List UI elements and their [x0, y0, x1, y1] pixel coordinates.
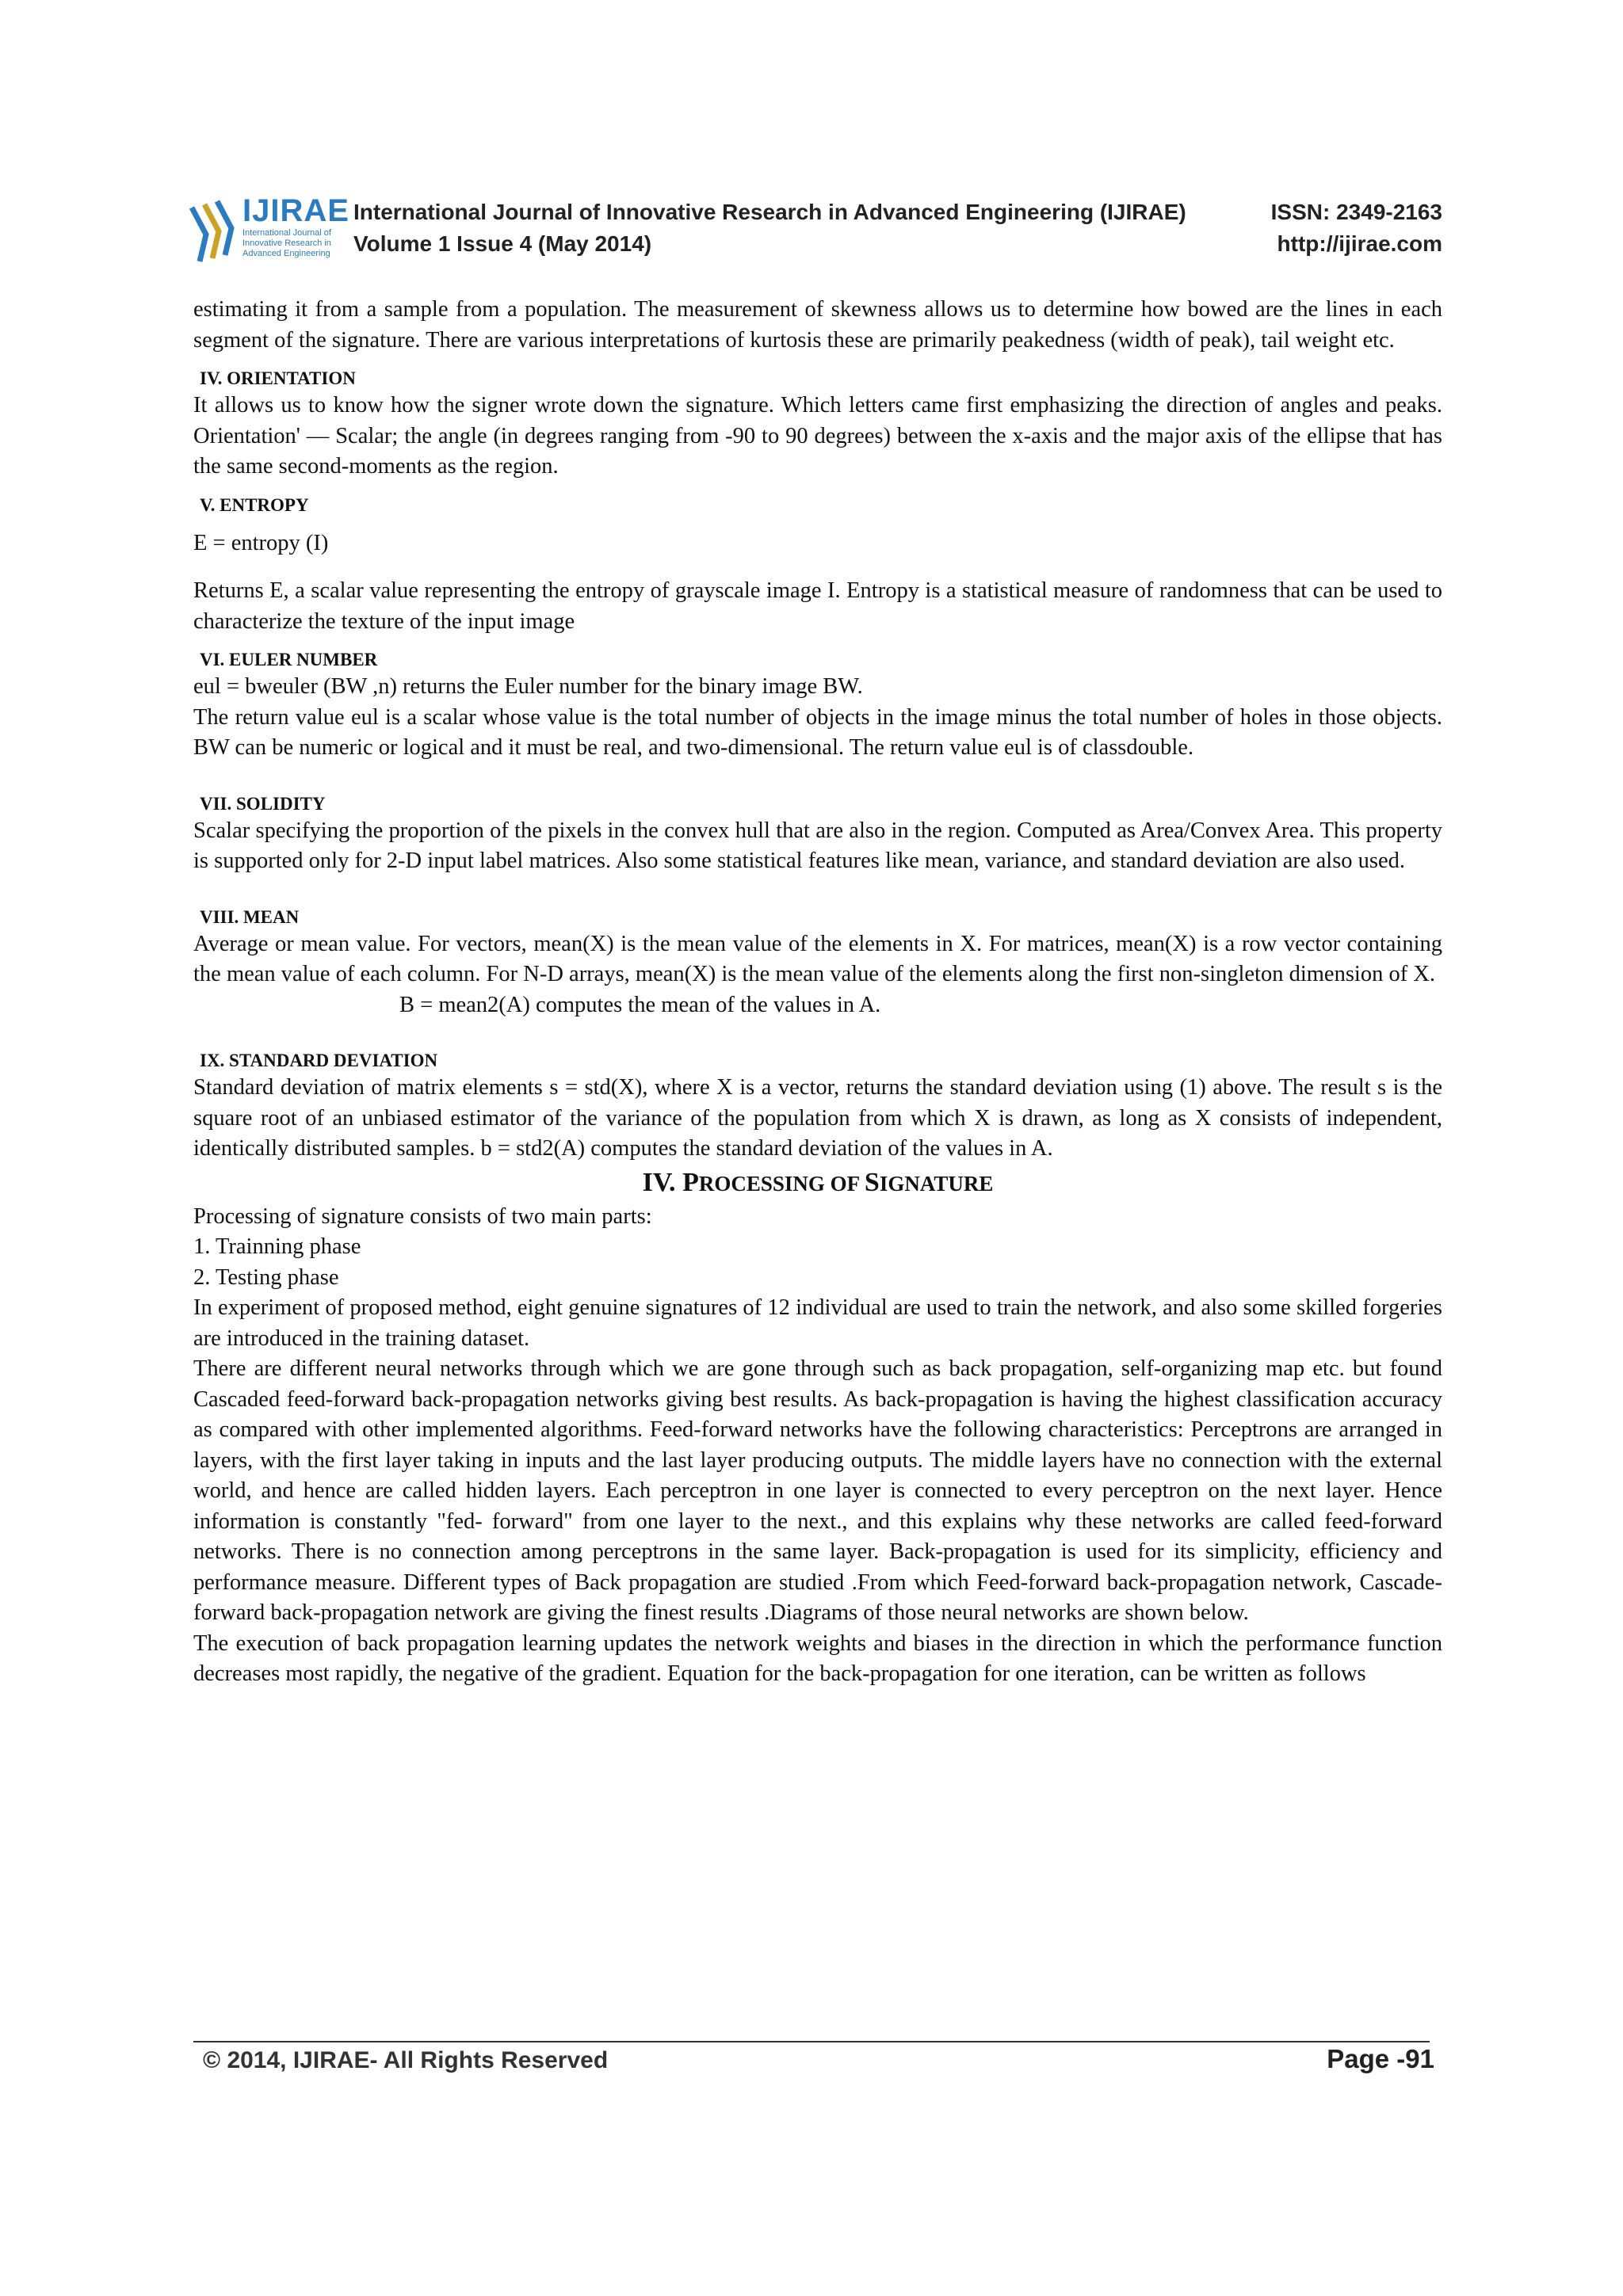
journal-logo: [187, 193, 349, 269]
heading-standard-deviation: IX. STANDARD DEVIATION: [200, 1051, 438, 1070]
training-phase-item: 1. Trainning phase: [193, 1234, 361, 1259]
footer-divider: [193, 2041, 1430, 2042]
footer-copyright: © 2014, IJIRAE- All Rights Reserved: [203, 2047, 609, 2073]
logo-title: IJIRAE: [242, 193, 349, 228]
heading-entropy: V. ENTROPY: [200, 494, 309, 515]
journal-name: International Journal of Innovative Research in Advanced Engineering (IJIRAE): [353, 200, 1186, 224]
solidity-paragraph: Scalar specifying the proportion of the pixels in the convex hull that are also in the region. Computed as Area/Convex Area. This property is supported only for 2-D input label matrices. Also some statistical features like mean, variance, and standard deviation are also used.: [193, 818, 1442, 873]
heading-solidity: VII. SOLIDITY: [200, 793, 326, 814]
page-number: Page -91: [1327, 2044, 1434, 2073]
mean2-equation: B = mean2(A) computes the mean of the values in A.: [399, 992, 881, 1017]
processing-intro: Processing of signature consists of two main parts:: [193, 1203, 652, 1229]
header-left: [353, 196, 1186, 260]
journal-issn: ISSN: 2349-2163: [1270, 200, 1442, 224]
entropy-equation: E = entropy (I): [193, 530, 329, 555]
euler-paragraph: The return value eul is a scalar whose value is the total number of objects in the image minus the total number of holes in those objects. BW can be numeric or logical and it must be real, and two-dimensional. The return value eul is of classdouble.: [193, 704, 1442, 760]
journal-volume: Volume 1 Issue 4 (May 2014): [353, 231, 652, 256]
heading-mean: VIII. MEAN: [200, 906, 300, 927]
logo-subtitle: International Journal of Innovative Research in Advanced Engineering: [242, 228, 331, 258]
heading-orientation: IV. ORIENTATION: [200, 368, 356, 388]
experiment-paragraph: In experiment of proposed method, eight genuine signatures of 12 individual are used to train the network, and also some skilled forgeries are introduced in the training dataset.: [193, 1295, 1442, 1351]
intro-paragraph: estimating it from a sample from a population. The measurement of skewness allows us to determine how bowed are the lines in each segment of the signature. There are various interpretations of kurtosis these are primarily peakedness (width of peak), tail weight etc.: [193, 297, 1442, 353]
backprop-paragraph: The execution of back propagation learning updates the network weights and biases in the direction in which the performance function decreases most rapidly, the negative of the gradient. Equation for the back-propagation for one iteration, can be written as follows: [193, 1630, 1442, 1686]
neural-networks-paragraph: There are different neural networks through which we are gone through such as back propagation, self-organizing map etc. but found Cascaded feed-forward back-propagation networks giving best results. As back-propagation is having the highest classification accuracy as compared with other implemented algorithms. Feed-forward networks have the following characteristics: Perceptrons are arranged in layers, with the first layer taking in inputs and the last layer producing outputs. The middle layers have no connection with the external world, and hence are called hidden layers. Each perceptron in one layer is connected to every perceptron on the next layer. Hence information is constantly "fed- forward" from one layer to the next., and this explains why these networks are called feed-forward networks. There is no connection among perceptrons in the same layer. Back-propagation is used for its simplicity, efficiency and performance measure. Different types of Back propagation are studied .From which Feed-forward back-propagation network, Cascade-forward back-propagation network are giving the finest results .Diagrams of those neural networks are shown below.: [193, 1356, 1442, 1625]
journal-header: [187, 193, 1442, 269]
euler-equation: eul = bweuler (BW ,n) returns the Euler number for the binary image BW.: [193, 674, 863, 699]
page-body: [193, 295, 1442, 1690]
heading-euler-number: VI. EULER NUMBER: [200, 650, 378, 669]
mean-paragraph: Average or mean value. For vectors, mean(X) is the mean value of the elements in X. For matrices, mean(X) is a row vector containing the mean value of each column. For N-D arrays, mean(X) is the mean value of the elements along the first non-singleton dimension of X.: [193, 931, 1442, 986]
section-title-processing: IV. PROCESSING OF SIGNATURE: [642, 1167, 994, 1197]
entropy-paragraph: Returns E, a scalar value representing the entropy of grayscale image I. Entropy is a statistical measure of randomness that can be used to characterize the texture of the input image: [193, 578, 1442, 634]
orientation-paragraph: It allows us to know how the signer wrote down the signature. Which letters came first emphasizing the direction of angles and peaks. Orientation' — Scalar; the angle (in degrees ranging from -90 to 90 degrees) between the x-axis and the major axis of the ellipse that has the same second-moments as the region.: [193, 393, 1442, 479]
header-right: [1271, 196, 1442, 260]
std-paragraph: Standard deviation of matrix elements s = std(X), where X is a vector, returns the standard deviation using (1) above. The result s is the square root of an unbiased estimator of the variance of the population from which X is drawn, as long as X consists of independent, identically distributed samples. b = std2(A) computes the standard deviation of the values in A.: [193, 1075, 1442, 1161]
testing-phase-item: 2. Testing phase: [193, 1264, 339, 1290]
logo-emblem-icon: [187, 200, 242, 266]
journal-url[interactable]: http://ijirae.com: [1277, 231, 1442, 256]
